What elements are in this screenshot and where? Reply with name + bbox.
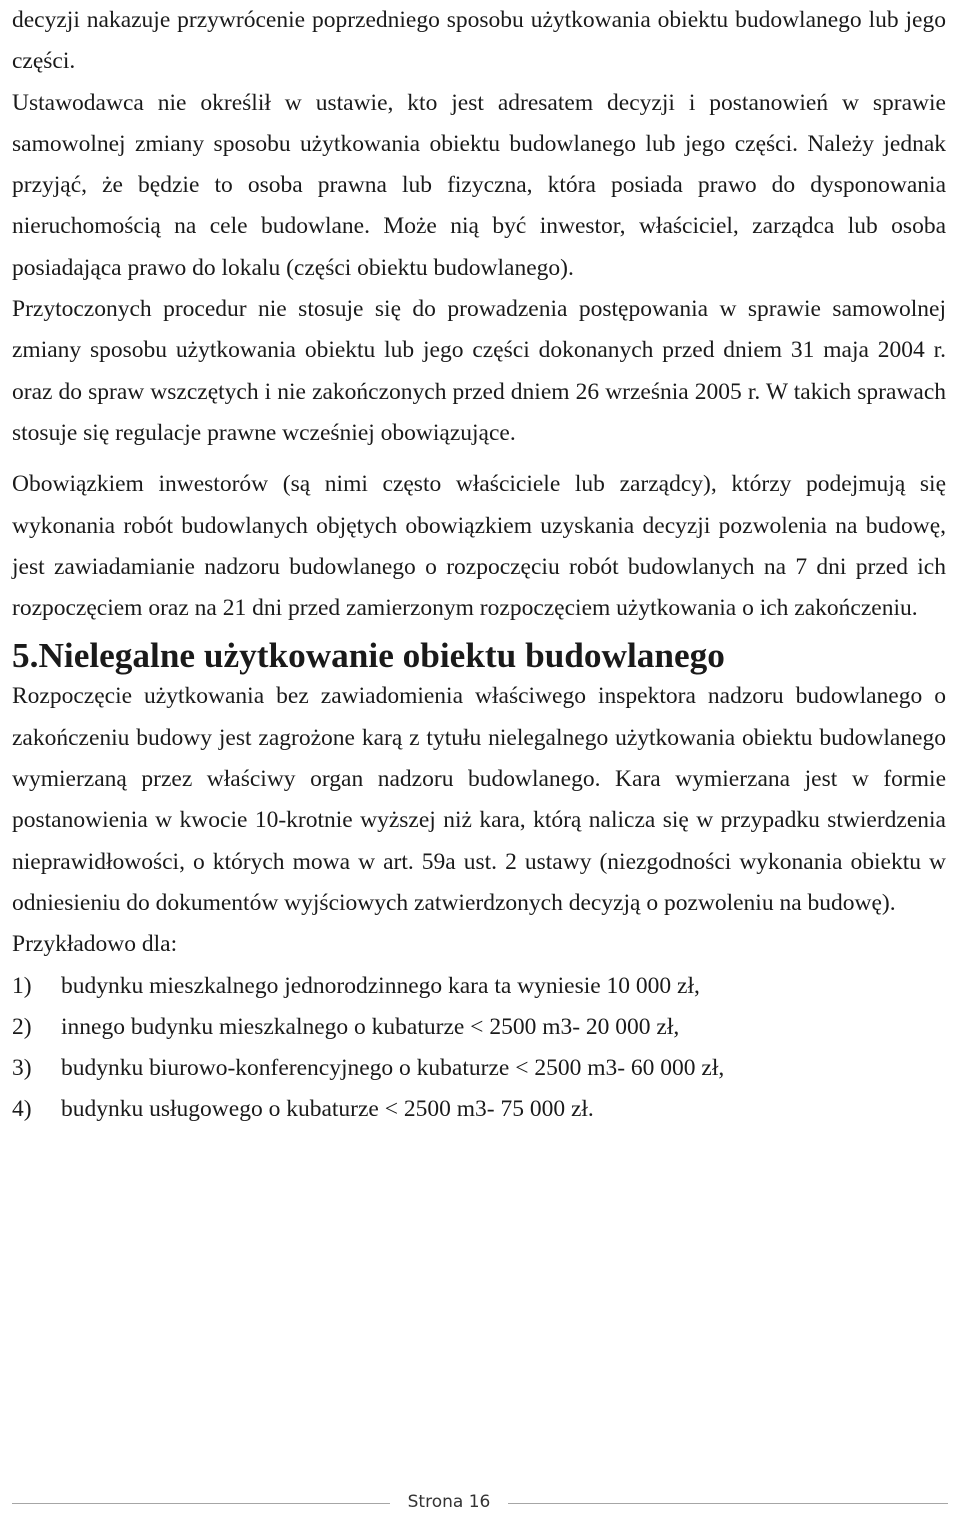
list-item-text: budynku usługowego o kubaturze < 2500 m3- 75 000 zł. bbox=[61, 1096, 594, 1123]
list-item bbox=[12, 966, 946, 1007]
paragraph-investor-obligations: Obowiązkiem inwestorów (są nimi często właściciele lub zarządcy), którzy podejmują się wykonania robót budowlanych objętych obowiązkiem uzyskania decyzji pozwolenia na budowę, jest zawiadamianie nadzoru budowlanego o rozpoczęciu robót budowlanych na 7 dni przed ich rozpoczęciem oraz na 21 dni przed zamierzonym rozpoczęciem użytkowania o ich zakończeniu. bbox=[12, 471, 946, 622]
paragraph-decision-continuation: decyzji nakazuje przywrócenie poprzedniego sposobu użytkowania obiektu budowlanego lub jego części. bbox=[12, 7, 946, 75]
paragraph-illegal-use: Rozpoczęcie użytkowania bez zawiadomienia właściwego inspektora nadzoru budowlanego o zakończeniu budowy jest zagrożone karą z tytułu nielegalnego użytkowania obiektu budowlanego wymierzaną przez właściwy organ nadzoru budowlanego. Kara wymierzana jest w formie postanowienia w kwocie 10-krotnie wyższej niż kara, którą nalicza się w przypadku stwierdzenia nieprawidłowości, o których mowa w art. 59a ust. 2 ustawy (niezgodności wykonania obiektu w odniesieniu do dokumentów wyjściowych zatwierdzonych decyzją o pozwoleniu na budowę). bbox=[12, 683, 946, 916]
list-item-text: budynku biurowo-konferencyjnego o kubaturze < 2500 m3- 60 000 zł, bbox=[61, 1055, 725, 1082]
footer-divider-left bbox=[12, 1503, 390, 1504]
paragraph-procedures: Przytoczonych procedur nie stosuje się do prowadzenia postępowania w sprawie samowolnej zmiany sposobu użytkowania obiektu lub jego części dokonanych przed dniem 31 maja 2004 r. oraz do spraw wszczętych i nie zakończonych przed dniem 26 września 2005 r. W takich sprawach stosuje się regulacje prawne wcześniej obowiązujące. bbox=[12, 296, 946, 446]
page-footer bbox=[0, 1490, 960, 1514]
list-item-text: innego budynku mieszkalnego o kubaturze < 2500 m3- 20 000 zł, bbox=[61, 1013, 680, 1040]
list-item bbox=[12, 1048, 946, 1089]
section-heading: 5.Nielegalne użytkowanie obiektu budowlanego bbox=[12, 636, 725, 676]
list-item bbox=[12, 1089, 946, 1130]
document-page bbox=[12, 0, 946, 1131]
list-item-text: budynku mieszkalnego jednorodzinnego kara ta wyniesie 10 000 zł, bbox=[61, 972, 700, 999]
paragraph-addressee: Ustawodawca nie określił w ustawie, kto jest adresatem decyzji i postanowień w sprawie samowolnej zmiany sposobu użytkowania obiektu budowlanego lub jego części. Należy jednak przyjąć, że będzie to osoba prawna lub fizyczna, która posiada prawo do dysponowania nieruchomością na cele budowlane. Może nią być inwestor, właściciel, zarządca lub osoba posiadająca prawo do lokalu (części obiektu budowlanego). bbox=[12, 89, 946, 281]
list-item bbox=[12, 1007, 946, 1048]
list-item-number: 4) bbox=[12, 1096, 32, 1123]
page-number: Strona 16 bbox=[407, 1492, 491, 1512]
list-item-number: 2) bbox=[12, 1013, 32, 1040]
list-item-number: 1) bbox=[12, 972, 32, 999]
list-item-number: 3) bbox=[12, 1055, 32, 1082]
footer-divider-right bbox=[508, 1503, 948, 1504]
examples-intro: Przykładowo dla: bbox=[12, 931, 178, 958]
examples-list bbox=[12, 966, 946, 1131]
